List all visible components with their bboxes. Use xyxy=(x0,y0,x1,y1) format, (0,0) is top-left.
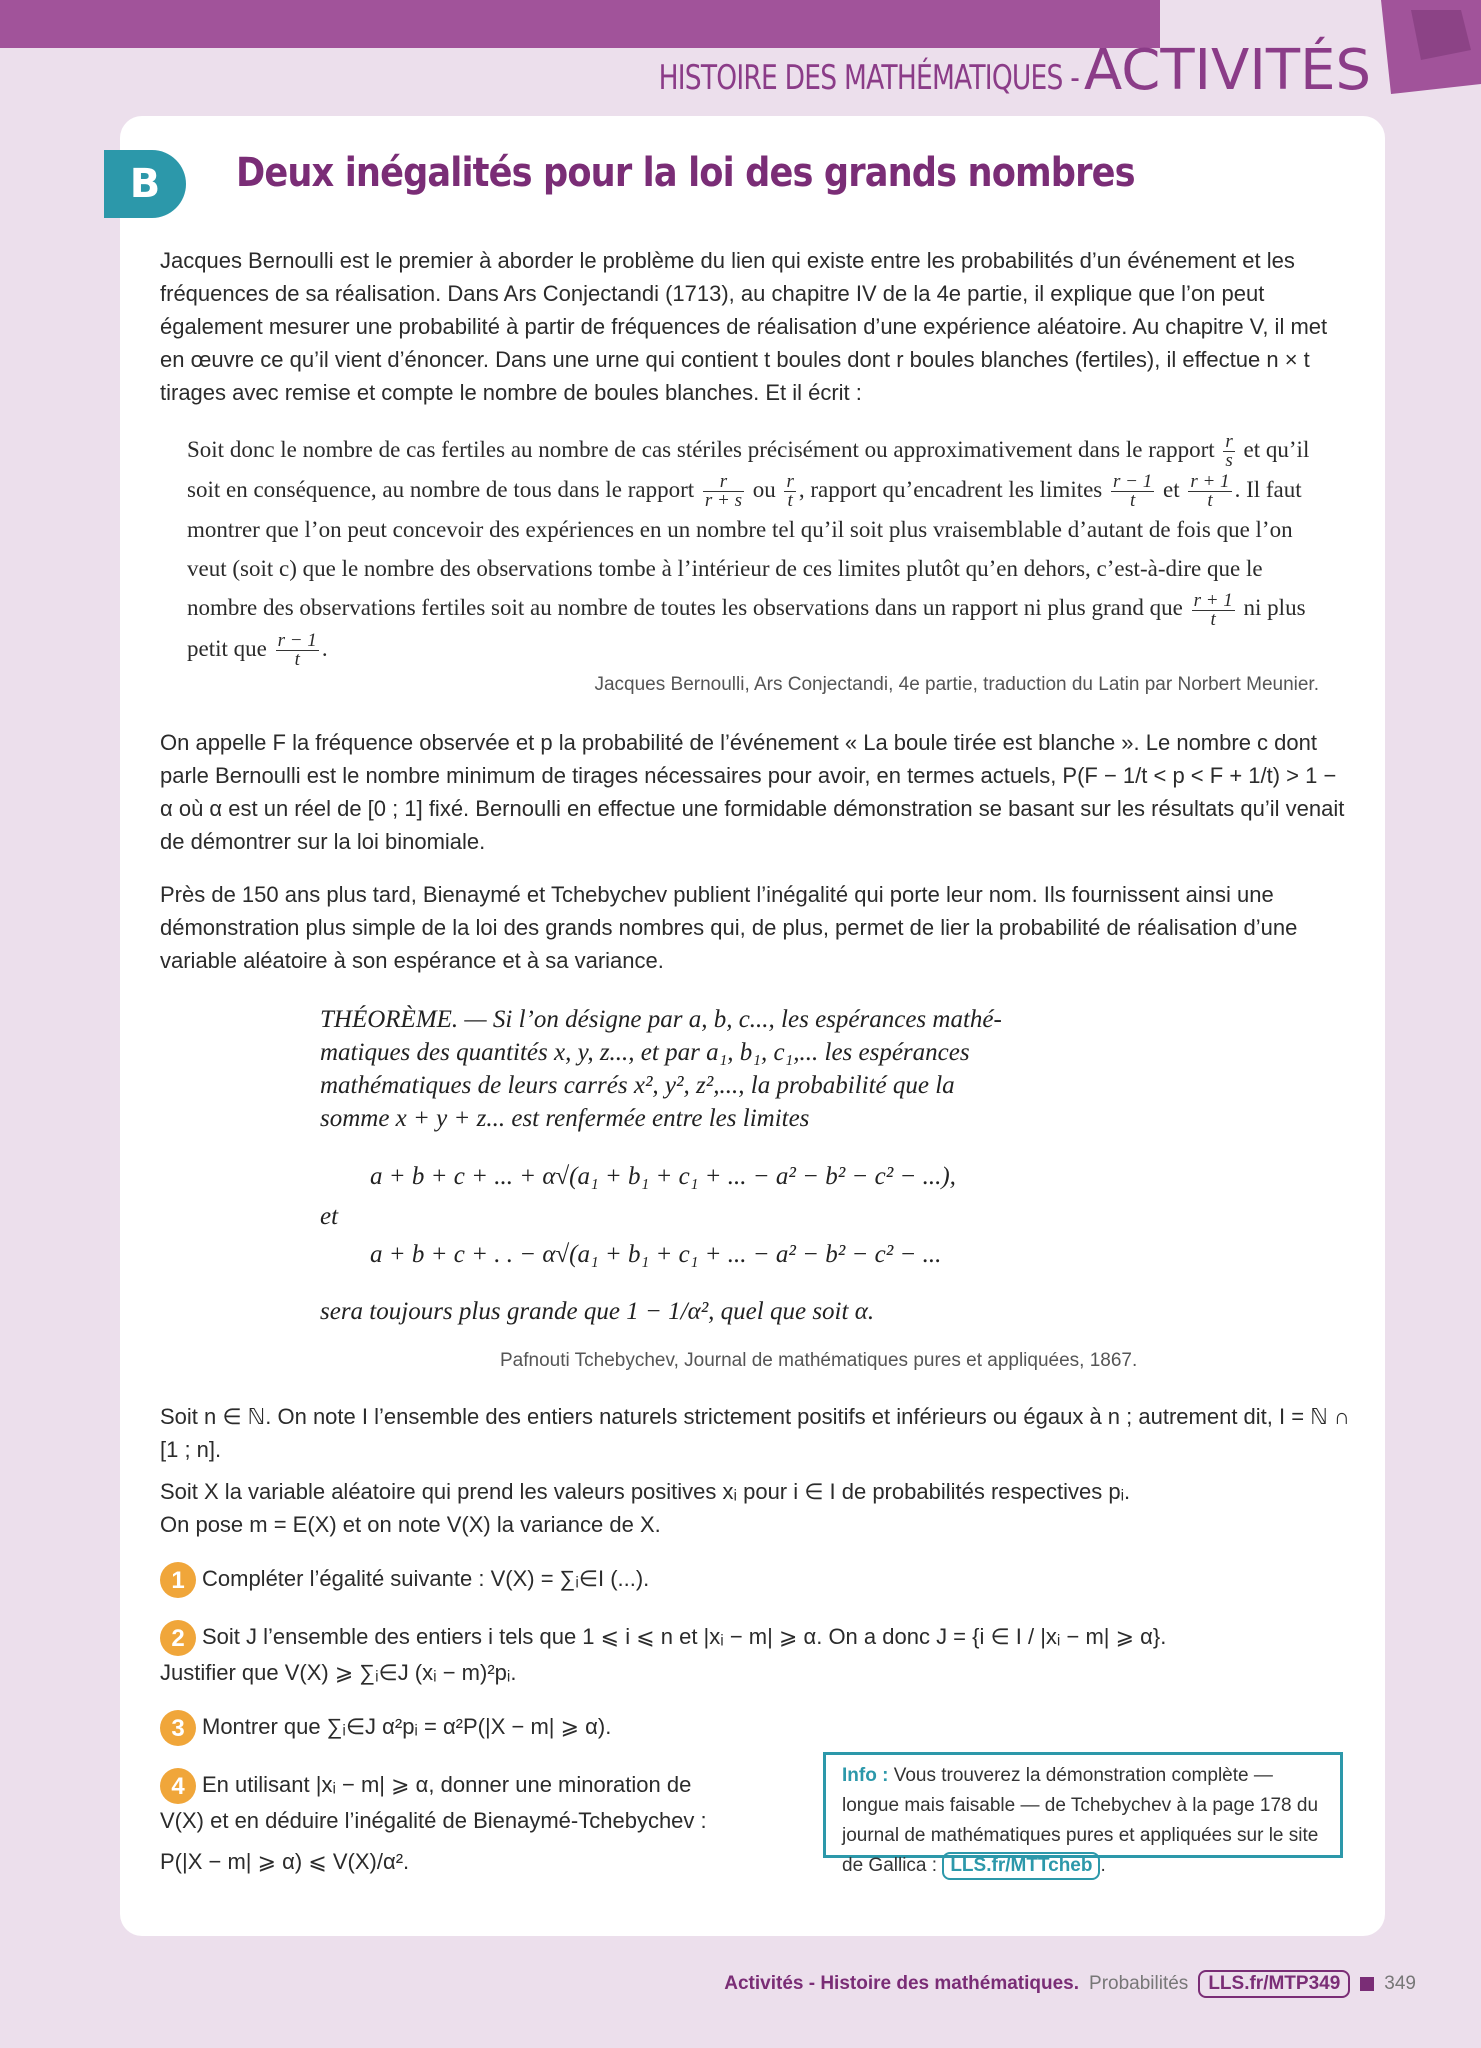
question-4-text-3: P(|X − m| ⩾ α) ⩽ V(X)/α². xyxy=(160,1849,410,1875)
fraction-r-over-s: $\frac{r}{s}$ xyxy=(1225,431,1233,472)
question-4-text: En utilisant |xᵢ − m| ⩾ α, donner une minoration de xyxy=(202,1772,692,1797)
question-4-text-2: V(X) et en déduire l’inégalité de Bienaymé-Tchebychev : xyxy=(160,1808,707,1834)
theorem-source: Pafnouti Tchebychev, Journal de mathématiques pures et appliquées, 1867. xyxy=(500,1350,1138,1371)
question-3 xyxy=(160,1710,1350,1746)
paragraph-frequency: On appelle F la fréquence observée et p la probabilité de l’événement « La boule tirée est blanche ». Le nombre c dont parle Bernoulli est le nombre minimum de tirages nécessaires pour avoir, en termes actuels, P(F − 1/t < p < F + 1/t) > 1 − α où α est un réel de [0 ; 1] fixé. Bernoulli en effectue une formidable démonstration se basant sur les résultats qu’il venait de démontrer sur la loi binomiale. xyxy=(160,730,1345,854)
paragraph-expectation: On pose m = E(X) et on note V(X) la variance de X. xyxy=(160,1512,661,1537)
theorem-line-5: a + b + c + ... + α√(a₁ + b₁ + c₁ + ... − a² − b² − c² − ...), xyxy=(370,1163,956,1190)
question-number-1: 1 xyxy=(160,1562,196,1598)
intro-paragraph: Jacques Bernoulli est le premier à aborder le problème du lien qui existe entre les probabilités d’un événement et les fréquences de sa réalisation. Dans Ars Conjectandi (1713), au chapitre IV de la 4e partie, il explique que l’on peut également mesurer une probabilité à partir de fréquences de réalisation d’une expérience aléatoire. Au chapitre V, il met en œuvre ce qu’il vient d’énoncer. Dans une urne qui contient t boules dont r boules blanches (fertiles), il effectue n × t tirages avec remise et compte le nombre de boules blanches. Et il écrit : xyxy=(160,248,1328,405)
info-box xyxy=(823,1752,1343,1876)
corner-decoration xyxy=(1371,0,1481,94)
quote-source: Jacques Bernoulli, Ars Conjectandi, 4e partie, traduction du Latin par Norbert Meunier. xyxy=(594,674,1319,695)
theorem-line-6: et xyxy=(320,1203,339,1230)
fraction-r-plus-1-over-t-2: $\frac{r + 1}{t}$ xyxy=(1193,589,1233,630)
footer-link[interactable]: LLS.fr/MTP349 xyxy=(1198,1970,1350,1998)
quote-part-5: et xyxy=(1162,477,1180,503)
quote-part-1: Soit donc le nombre de cas fertiles au nombre de cas stériles précisément ou approximativement dans le rapport xyxy=(187,437,1215,462)
bernoulli-quote: Soit donc le nombre de cas fertiles au nombre de cas stériles précisément ou approximativement dans le rapport $\frac{r}{s}$ et qu’il soit en conséquence, au nombre de tous dans le rapport $\frac{r}{r + s}$ ou $\frac{r}{t}$ , rapport qu’encadrent les limites $\frac{r - 1}{t}$ et $\frac{r + 1}{t}$ . Il faut montrer que l’on peut concevoir des expériences en un nombre tel qu’il soit plus vraisemblable d’autant de fois que l’on veut (soit c) que le nombre des observations tombe à l’intérieur de ces limites plutôt qu’en dehors, c’est-à-dire que le nombre des observations fertiles soit au nombre de toutes les observations dans un rapport ni plus grand que $\frac{r + 1}{t}$ ni plus petit que $\frac{r - 1}{t}$ . xyxy=(187,431,1310,670)
quote-part-3: ou xyxy=(752,477,776,503)
quote-part-7: ni plus petit que xyxy=(187,595,1306,661)
page-footer xyxy=(724,1970,1416,1998)
fraction-r-over-t: $\frac{r}{t}$ xyxy=(786,471,794,512)
header-title-small: HISTOIRE DES MATHÉMATIQUES - xyxy=(659,58,1080,98)
question-4 xyxy=(160,1768,800,1878)
fraction-r-minus-1-over-t: $\frac{r - 1}{t}$ xyxy=(1113,471,1153,512)
theorem-line-3: mathématiques de leurs carrés x², y², z²,..., la probabilité que la xyxy=(320,1072,955,1099)
paragraph-bienayme: Près de 150 ans plus tard, Bienaymé et Tchebychev publient l’inégalité qui porte leur nom. Ils fournissent ainsi une démonstration plus simple de la loi des grands nombres qui, de plus, permet de lier la probabilité de réalisation d’une variable aléatoire à son espérance et à sa variance. xyxy=(160,882,1298,973)
page-header xyxy=(540,38,1371,103)
theorem-line-1: THÉORÈME. — Si l’on désigne par a, b, c..., les espérances mathé- xyxy=(320,1006,1002,1033)
info-label: Info : xyxy=(842,1765,889,1786)
section-badge: B xyxy=(104,150,186,218)
info-text: Vous trouverez la démonstration complète — longue mais faisable — de Tchebychev à la page 178 du journal de mathématiques pures et appliquées sur le site de Gallica : xyxy=(842,1765,1319,1876)
footer-square-icon xyxy=(1360,1977,1374,1991)
theorem-line-7: a + b + c + . . − α√(a₁ + b₁ + c₁ + ... − a² − b² − c² − ... xyxy=(370,1241,942,1268)
quote-part-4: , rapport qu’encadrent les limites xyxy=(798,477,1103,503)
paragraph-variable-X: Soit X la variable aléatoire qui prend les valeurs positives xᵢ pour i ∈ I de probabilités respectives pᵢ. xyxy=(160,1479,1131,1504)
question-2-text: Soit J l’ensemble des entiers i tels que 1 ⩽ i ⩽ n et |xᵢ − m| ⩾ α. On a donc J = {i ∈ I / |xᵢ − m| ⩾ α}. xyxy=(202,1624,1167,1649)
section-title: Deux inégalités pour la loi des grands nombres xyxy=(236,150,1135,196)
footer-topic: Probabilités xyxy=(1089,1973,1189,1994)
question-1 xyxy=(160,1562,1350,1598)
paragraph-set-I: Soit n ∈ ℕ. On note I l’ensemble des entiers naturels strictement positifs et inférieurs ou égaux à n ; autrement dit, I = ℕ ∩ [1 ; n]. xyxy=(160,1404,1350,1462)
question-3-text: Montrer que ∑ᵢ∈J α²pᵢ = α²P(|X − m| ⩾ α). xyxy=(202,1714,612,1739)
page-number: 349 xyxy=(1384,1973,1416,1994)
question-number-3: 3 xyxy=(160,1710,196,1746)
question-1-text: Compléter l’égalité suivante : V(X) = ∑ᵢ∈I (...). xyxy=(202,1566,650,1591)
theorem-line-2: matiques des quantités x, y, z..., et par a₁, b₁, c₁,... les espérances xyxy=(320,1039,970,1066)
fraction-r-over-r-plus-s: $\frac{r}{r + s}$ xyxy=(704,471,742,512)
theorem-line-4: somme x + y + z... est renfermée entre les limites xyxy=(320,1105,810,1132)
quote-part-6: . Il faut montrer que l’on peut concevoir des expériences en un nombre tel qu’il soit plus vraisemblable d’autant de fois que l’on veut (soit c) que le nombre des observations tombe à l’intérieur de ces limites plutôt qu’en dehors, c’est-à-dire que le nombre des observations fertiles soit au nombre de toutes les observations dans un rapport ni plus grand que xyxy=(187,477,1302,621)
question-2-text-2: Justifier que V(X) ⩾ ∑ᵢ∈J (xᵢ − m)²pᵢ. xyxy=(160,1660,517,1686)
info-end: . xyxy=(1100,1855,1106,1876)
theorem-scan xyxy=(320,1003,1170,1333)
theorem-line-8: sera toujours plus grande que 1 − 1/α², quel que soit α. xyxy=(320,1298,875,1325)
header-title-big: ACTIVITÉS xyxy=(1083,38,1371,103)
fraction-r-minus-1-over-t-2: $\frac{r - 1}{t}$ xyxy=(277,629,317,670)
footer-chapter: Activités - Histoire des mathématiques. xyxy=(724,1973,1080,1994)
info-link[interactable]: LLS.fr/MTTcheb xyxy=(942,1852,1100,1880)
fraction-r-plus-1-over-t: $\frac{r + 1}{t}$ xyxy=(1190,471,1230,512)
question-number-2: 2 xyxy=(160,1620,196,1656)
quote-part-2: et qu’il soit en conséquence, au nombre de tous dans le rapport xyxy=(187,437,1310,503)
question-2 xyxy=(160,1620,1350,1689)
question-number-4: 4 xyxy=(160,1768,196,1804)
